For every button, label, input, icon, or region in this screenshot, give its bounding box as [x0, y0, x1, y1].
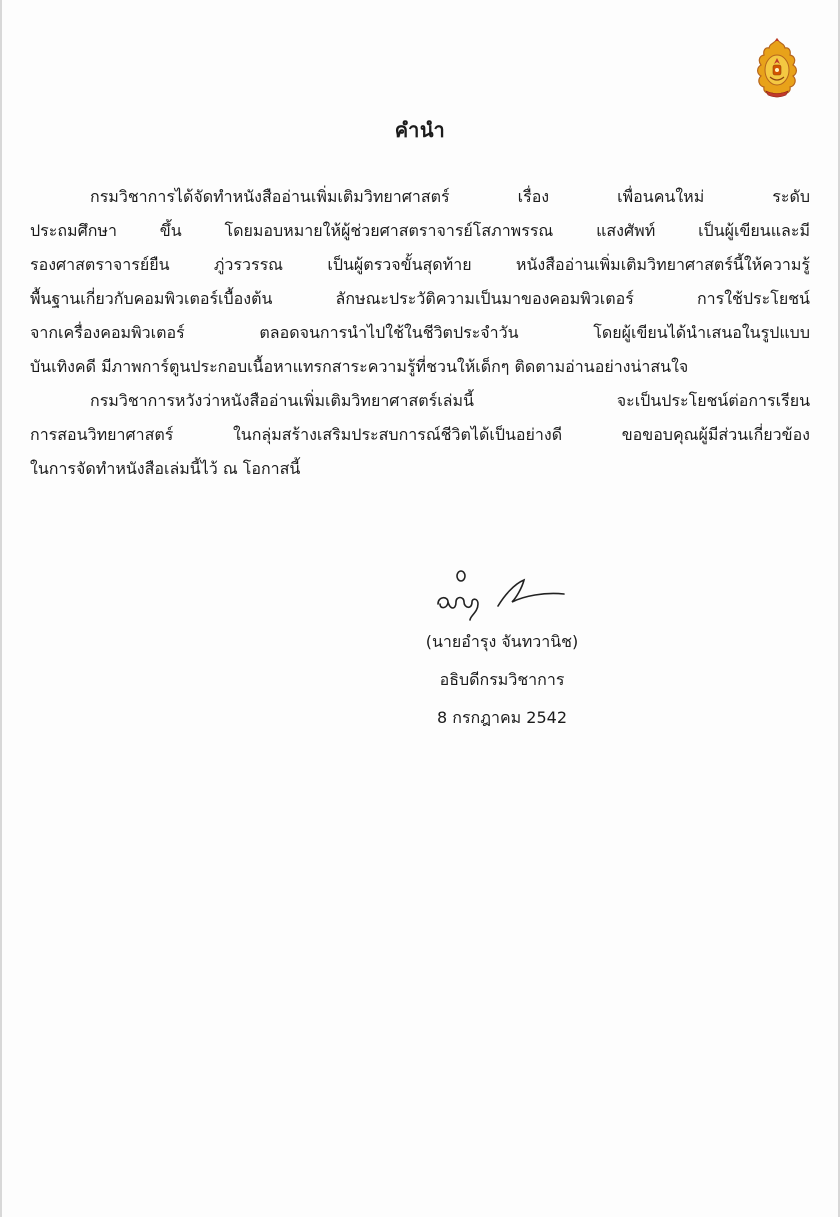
paragraph-line: ในการจัดทำหนังสือเล่มนี้ไว้ ณ โอกาสนี้	[30, 459, 301, 478]
paragraph-line: รองศาสตราจารย์ยืน ภู่วรวรรณ เป็นผู้ตรวจขั้นสุดท้าย หนังสืออ่านเพิ่มเติมวิทยาศาสตร์นี้ให้ความรู้	[30, 255, 810, 274]
paragraph-line: ประถมศึกษา ขึ้น โดยมอบหมายให้ผู้ช่วยศาสตราจารย์โสภาพรรณ แสงศัพท์ เป็นผู้เขียนและมี	[30, 221, 810, 240]
handwritten-signature	[434, 566, 570, 622]
preface-body	[30, 180, 810, 486]
page-title: คำนำ	[394, 118, 446, 142]
signer-name: (นายอำรุง จันทวานิช)	[425, 632, 579, 651]
paragraph-1	[30, 180, 810, 384]
paragraph-line: จากเครื่องคอมพิวเตอร์ ตลอดจนการนำไปใช้ในชีวิตประจำวัน โดยผู้เขียนได้นำเสนอในรูปแบบ	[30, 323, 810, 342]
paragraph-line: การสอนวิทยาศาสตร์ ในกลุ่มสร้างเสริมประสบการณ์ชีวิตได้เป็นอย่างดี ขอขอบคุณผู้มีส่วนเกี่ยวข้อง	[30, 425, 810, 444]
paragraph-line: บันเทิงคดี มีภาพการ์ตูนประกอบเนื้อหาแทรกสาระความรู้ที่ชวนให้เด็กๆ ติดตามอ่านอย่างน่าสนใจ	[30, 357, 689, 376]
paragraph-line: กรมวิชาการหวังว่าหนังสืออ่านเพิ่มเติมวิทยาศาสตร์เล่มนี้ จะเป็นประโยชน์ต่อการเรียน	[90, 391, 810, 410]
paragraph-line: กรมวิชาการได้จัดทำหนังสืออ่านเพิ่มเติมวิทยาศาสตร์ เรื่อง เพื่อนคนใหม่ ระดับ	[90, 187, 810, 206]
paragraph-line: พื้นฐานเกี่ยวกับคอมพิวเตอร์เบื้องต้น ลักษณะประวัติความเป็นมาของคอมพิวเตอร์ การใช้ประโยชน์	[30, 289, 810, 308]
ministry-emblem-icon	[754, 38, 800, 100]
signer-position: อธิบดีกรมวิชาการ	[439, 670, 565, 689]
signature-date: 8 กรกฎาคม 2542	[436, 708, 567, 727]
paragraph-2	[30, 384, 810, 486]
